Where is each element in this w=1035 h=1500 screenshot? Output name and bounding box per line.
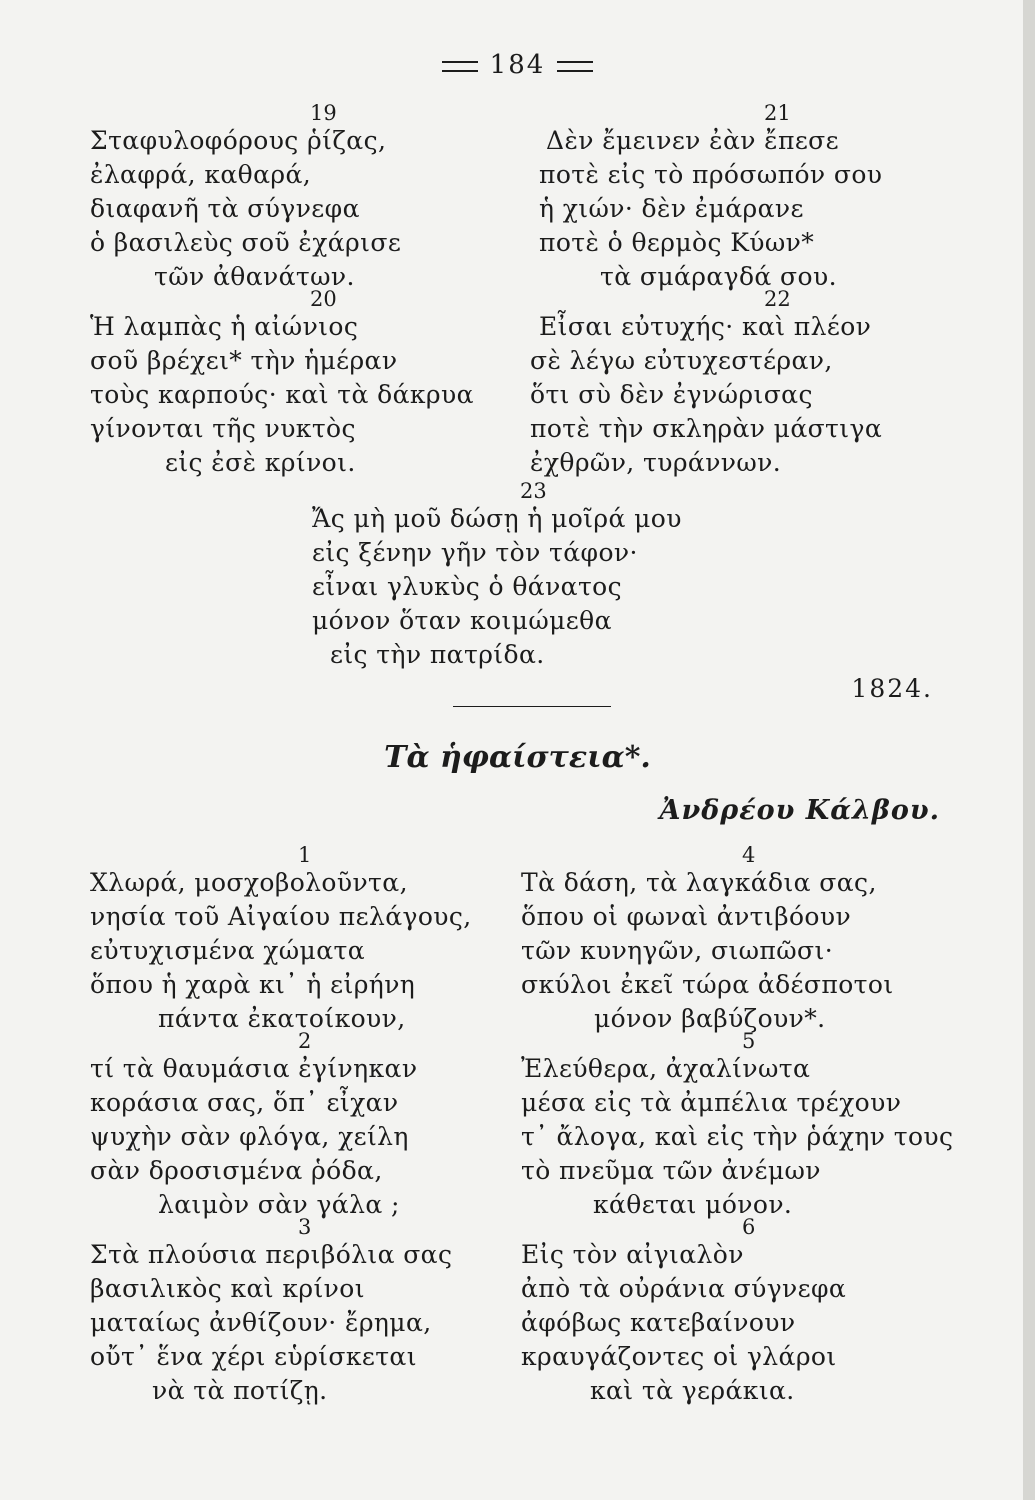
verse-line: Τὰ δάση, τὰ λαγκάδια σας, (521, 868, 877, 897)
stanza-number: 6 (742, 1215, 756, 1239)
verse-line: ὅτι σὺ δὲν ἐγνώρισας (530, 380, 813, 409)
poem-author: Ἀνδρέου Κάλβου. (659, 795, 940, 826)
verse-line: κραυγάζοντες οἱ γλάροι (521, 1342, 837, 1371)
verse-line: ἐλαφρά, καθαρά, (90, 160, 312, 189)
verse-line: εἰς ξένην γῆν τὸν τάφον· (312, 538, 638, 567)
verse-line: ὅπου ἡ χαρὰ κι᾽ ἡ εἰρήνη (90, 970, 416, 999)
verse-line: κάθεται μόνον. (593, 1190, 793, 1219)
stanza-number: 19 (310, 101, 337, 125)
verse-line: Χλωρά, μοσχοβολοῦντα, (90, 868, 408, 897)
verse-line: Ἐλεύθερα, ἀχαλίνωτα (521, 1054, 811, 1083)
verse-line: τοὺς καρπούς· καὶ τὰ δάκρυα (90, 380, 474, 409)
stanza-number: 5 (742, 1029, 756, 1053)
verse-line: σοῦ βρέχει* τὴν ἡμέραν (90, 346, 398, 375)
verse-line: τί τὰ θαυμάσια ἐγίνηκαν (90, 1054, 418, 1083)
verse-line: εἶναι γλυκὺς ὁ θάνατος (312, 572, 623, 601)
verse-line: Ἡ λαμπὰς ἡ αἰώνιος (90, 312, 359, 341)
poem-date: 1824. (851, 674, 933, 703)
stanza-number: 20 (310, 287, 337, 311)
header-rule-right (557, 61, 593, 72)
verse-line: βασιλικὸς καὶ κρίνοι (90, 1274, 365, 1303)
verse-line: τ᾽ ἄλογα, καὶ εἰς τὴν ῥάχην τους (521, 1122, 954, 1151)
verse-line: σκύλοι ἐκεῖ τώρα ἀδέσποτοι (521, 970, 894, 999)
stanza-number: 23 (520, 479, 547, 503)
stanza-number: 4 (742, 843, 756, 867)
stanza-number: 21 (764, 101, 791, 125)
verse-line: μόνον βαβύζουν*. (594, 1004, 826, 1033)
verse-line: ποτὲ εἰς τὸ πρόσωπόν σου (539, 160, 883, 189)
poem-title: Τὰ ἡφαίστεια*. (384, 740, 651, 775)
verse-line: ἀπὸ τὰ οὐράνια σύγνεφα (521, 1274, 847, 1303)
verse-line: εὐτυχισμένα χώματα (90, 936, 365, 965)
header-rule-left (442, 61, 478, 72)
stanza-number: 22 (764, 287, 791, 311)
verse-line: ποτὲ ὁ θερμὸς Κύων* (539, 228, 815, 257)
page-number: 184 (489, 50, 546, 80)
verse-line: ματαίως ἀνθίζουν· ἔρημα, (90, 1308, 432, 1337)
verse-line: διαφανῆ τὰ σύγνεφα (90, 194, 360, 223)
verse-line: εἰς ἐσὲ κρίνοι. (165, 448, 356, 477)
verse-line: Ἄς μὴ μοῦ δώσῃ ἡ μοῖρά μου (312, 504, 682, 533)
verse-line: πάντα ἐκατοίκουν, (158, 1004, 406, 1033)
verse-line: τῶν ἀθανάτων. (154, 262, 355, 291)
verse-line: λαιμὸν σὰν γάλα ; (158, 1190, 400, 1219)
verse-line: Στὰ πλούσια περιβόλια σας (90, 1240, 453, 1269)
verse-line: ὅπου οἱ φωναὶ ἀντιβόουν (521, 902, 852, 931)
verse-line: ὁ βασιλεὺς σοῦ ἐχάρισε (90, 228, 402, 257)
verse-line: Δὲν ἔμεινεν ἐὰν ἔπεσε (546, 126, 839, 155)
verse-line: οὔτ᾽ ἕνα χέρι εὑρίσκεται (90, 1342, 417, 1371)
verse-line: ποτὲ τὴν σκληρὰν μάστιγα (530, 414, 883, 443)
verse-line: γίνονται τῆς νυκτὸς (90, 414, 356, 443)
verse-line: τῶν κυνηγῶν, σιωπῶσι· (521, 936, 834, 965)
verse-line: εἰς τὴν πατρίδα. (330, 640, 545, 669)
verse-line: τὸ πνεῦμα τῶν ἀνέμων (521, 1156, 821, 1185)
stanza-number: 1 (298, 843, 312, 867)
verse-line: ψυχὴν σὰν φλόγα, χείλη (90, 1122, 409, 1151)
verse-line: ἡ χιών· δὲν ἐμάρανε (539, 194, 804, 223)
verse-line: μόνον ὅταν κοιμώμεθα (312, 606, 612, 635)
page-number-header (0, 48, 1035, 82)
verse-line: Εἰς τὸν αἰγιαλὸν (521, 1240, 744, 1269)
verse-line: νησία τοῦ Αἰγαίου πελάγους, (90, 902, 472, 931)
verse-line: τὰ σμάραγδά σου. (600, 262, 837, 291)
verse-line: μέσα εἰς τὰ ἀμπέλια τρέχουν (521, 1088, 902, 1117)
verse-line: σὰν δροσισμένα ῥόδα, (90, 1156, 383, 1185)
verse-line: Σταφυλοφόρους ῥίζας, (90, 126, 387, 155)
verse-line: Εἶσαι εὐτυχής· καὶ πλέον (539, 312, 872, 341)
section-divider (453, 706, 611, 707)
verse-line: σὲ λέγω εὐτυχεστέραν, (530, 346, 833, 375)
verse-line: ἐχθρῶν, τυράννων. (530, 448, 782, 477)
verse-line: νὰ τὰ ποτίζῃ. (152, 1376, 328, 1405)
verse-line: κοράσια σας, ὅπ᾽ εἶχαν (90, 1088, 399, 1117)
stanza-number: 3 (298, 1215, 312, 1239)
verse-line: καὶ τὰ γεράκια. (590, 1376, 795, 1405)
verse-line: ἀφόβως κατεβαίνουν (521, 1308, 796, 1337)
stanza-number: 2 (298, 1029, 312, 1053)
